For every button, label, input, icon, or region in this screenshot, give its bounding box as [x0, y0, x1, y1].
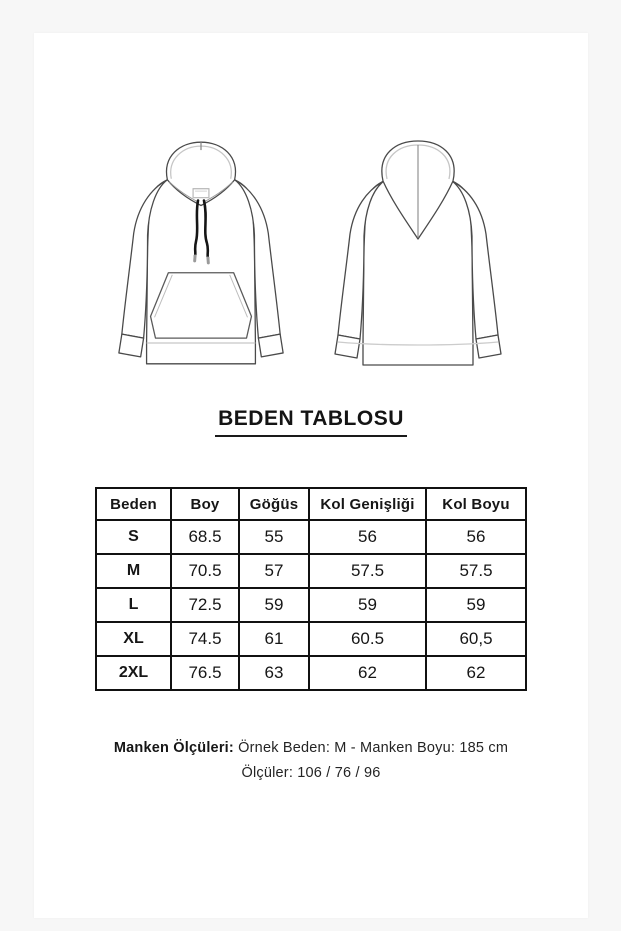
measurement-cell: 72.5	[171, 588, 239, 622]
measurement-cell: 59	[426, 588, 526, 622]
column-header: Boy	[171, 488, 239, 520]
measurement-cell: 60.5	[309, 622, 426, 656]
size-cell: XL	[96, 622, 171, 656]
size-cell: S	[96, 520, 171, 554]
model-info-line2: Ölçüler: 106 / 76 / 96	[241, 765, 381, 781]
measurement-cell: 70.5	[171, 554, 239, 588]
measurement-cell: 55	[239, 520, 309, 554]
measurement-cell: 56	[309, 520, 426, 554]
measurement-cell: 57.5	[309, 554, 426, 588]
measurement-cell: 57	[239, 554, 309, 588]
hoodie-front-right-cuff	[258, 334, 283, 357]
size-chart-title-text: BEDEN TABLOSU	[215, 407, 407, 437]
size-table-header-row	[96, 488, 526, 520]
size-chart-title	[34, 407, 588, 437]
measurement-cell: 63	[239, 656, 309, 690]
hoodie-back-right-cuff	[476, 335, 501, 358]
hoodie-back-drawing	[321, 137, 515, 369]
measurement-cell: 74.5	[171, 622, 239, 656]
size-table-row	[96, 554, 526, 588]
hoodie-drawings-row	[34, 137, 588, 369]
neck-label	[193, 189, 209, 198]
column-header: Göğüs	[239, 488, 309, 520]
measurement-cell: 68.5	[171, 520, 239, 554]
column-header: Beden	[96, 488, 171, 520]
size-cell: 2XL	[96, 656, 171, 690]
content-card	[34, 33, 588, 918]
measurement-cell: 57.5	[426, 554, 526, 588]
size-table-row	[96, 622, 526, 656]
model-info-text: Örnek Beden: M - Manken Boyu: 185 cm	[238, 740, 509, 756]
hoodie-back-left-cuff	[335, 335, 360, 358]
measurement-cell: 60,5	[426, 622, 526, 656]
model-measurements	[34, 736, 588, 786]
kangaroo-pocket	[151, 273, 252, 338]
measurement-cell: 56	[426, 520, 526, 554]
model-info-line1	[34, 736, 588, 761]
hoodie-front-left-cuff	[119, 334, 144, 357]
measurement-cell: 59	[309, 588, 426, 622]
measurement-cell: 62	[309, 656, 426, 690]
size-table-row	[96, 520, 526, 554]
hoodie-front-drawing	[107, 137, 295, 369]
measurement-cell: 61	[239, 622, 309, 656]
size-table-row	[96, 588, 526, 622]
size-cell: L	[96, 588, 171, 622]
size-table-row	[96, 656, 526, 690]
size-table-body	[96, 520, 526, 690]
size-cell: M	[96, 554, 171, 588]
measurement-cell: 62	[426, 656, 526, 690]
column-header: Kol Boyu	[426, 488, 526, 520]
size-table	[95, 487, 527, 691]
measurement-cell: 59	[239, 588, 309, 622]
model-info-label: Manken Ölçüleri:	[113, 740, 234, 756]
column-header: Kol Genişliği	[309, 488, 426, 520]
measurement-cell: 76.5	[171, 656, 239, 690]
